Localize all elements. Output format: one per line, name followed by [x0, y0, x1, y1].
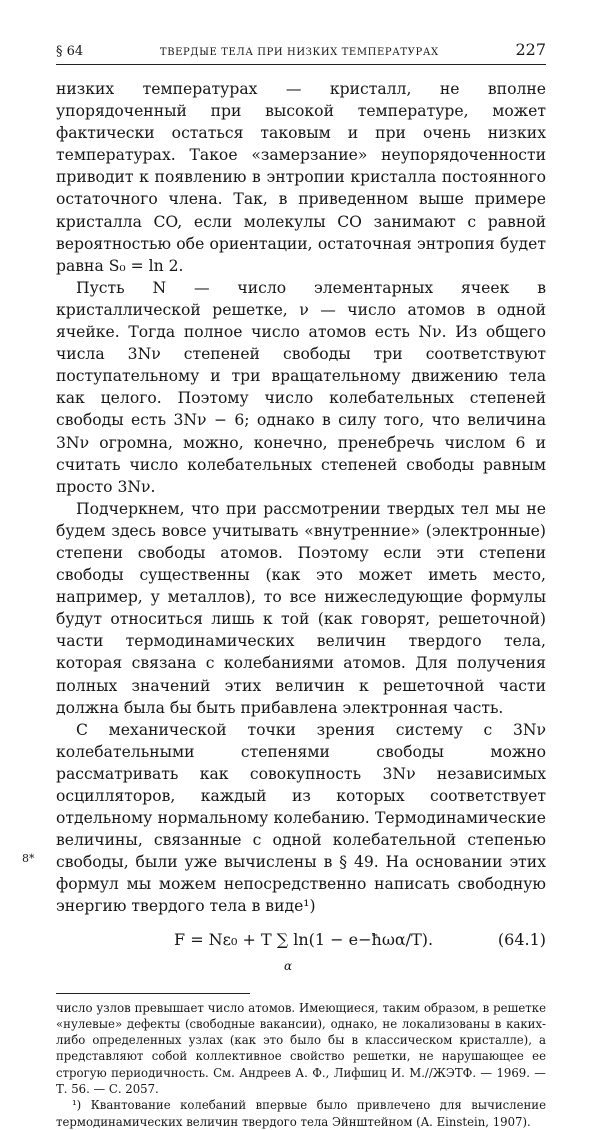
footnote-divider: [56, 993, 250, 994]
book-page: [56, 40, 546, 1130]
paragraph-electronic-part: Подчеркнем, что при рассмотрении твердых тел мы не будем здесь вовсе учитывать «внутренние» (электронные) степени свободы атомов. Поэтому если эти степени свободы существенны (как это может иметь место, например, у металлов), то все нижеследующие формулы будут относиться лишь к той (как говорят, решеточной) части термодинамических величин твердого тела, которая связана с колебаниями атомов. Для получения полных значений этих величин к решеточной части должна была бы быть прибавлена электронная часть.: [56, 499, 546, 717]
formula-sum-index: α: [284, 958, 293, 973]
paragraph-continuation: низких температурах — кристалл, не вполне упорядоченный при высокой температуре, может фактически остаться таковым и при очень низких температурах. Такое «замерзание» неупорядоченности приводит к появлению в энтропии кристалла постоянного остаточного члена. Так, в приведенном выше примере кристалла CO, если молекулы CO занимают с равной вероятностью обе ориентации, остаточная энтропия будет равна S₀ = ln 2.: [56, 80, 546, 275]
section-number: § 64: [56, 44, 84, 59]
running-header: [56, 40, 546, 65]
formula-64-1: [56, 926, 546, 978]
footnotes: [56, 1000, 546, 1130]
page-number: 227: [515, 40, 546, 59]
equation-number: (64.1): [497, 929, 546, 949]
paragraph-degrees-of-freedom: Пусть N — число элементарных ячеек в кристаллической решетке, ν — число атомов в одной ячейке. Тогда полное число атомов есть Nν. Из общего числа 3Nν степеней свободы три соответствуют поступательному и три вращательному движению тела как целого. Поэтому число колебательных степеней свободы есть 3Nν − 6; однако в силу того, что величина 3Nν огромна, можно, конечно, пренебречь числом 6 и считать число колебательных степеней свободы равным просто 3Nν.: [56, 278, 546, 496]
footnote-1: ¹) Квантование колебаний впервые было привлечено для вычисление термодинамических величин твердого тела Эйнштейном (A. Einstein, 1907).: [56, 1098, 546, 1129]
running-title: ТВЕРДЫЕ ТЕЛА ПРИ НИЗКИХ ТЕМПЕРАТУРАХ: [159, 47, 439, 58]
printer-signature: 8*: [22, 852, 35, 865]
formula-expression: F = Nε₀ + T ∑ ln(1 − e−ħωα/T).: [174, 929, 434, 949]
footnote-continuation: число узлов превышает число атомов. Имеющиеся, таким образом, в решетке «нулевые» дефекты (свободные вакансии), однако, не локализованы в каких-либо определенных узлах (как это было бы в классическом кристалле), а представляют собой коллективное свойство решетки, не нарушающее ее строгую периодичность. См. Андреев А. Ф., Лифшиц И. М.//ЖЭТФ. — 1969. — Т. 56. — С. 2057.: [56, 1000, 546, 1097]
main-text: [56, 78, 546, 918]
paragraph-oscillators: С механической точки зрения систему с 3Nν колебательными степенями свободы можно рассматривать как совокупность 3Nν независимых осцилляторов, каждый из которых соответствует отдельному нормальному колебанию. Термодинамические величины, связанные с одной колебательной степенью свободы, были уже вычислены в § 49. На основании этих формул мы можем непосредственно написать свободную энергию твердого тела в виде¹): [56, 720, 546, 916]
